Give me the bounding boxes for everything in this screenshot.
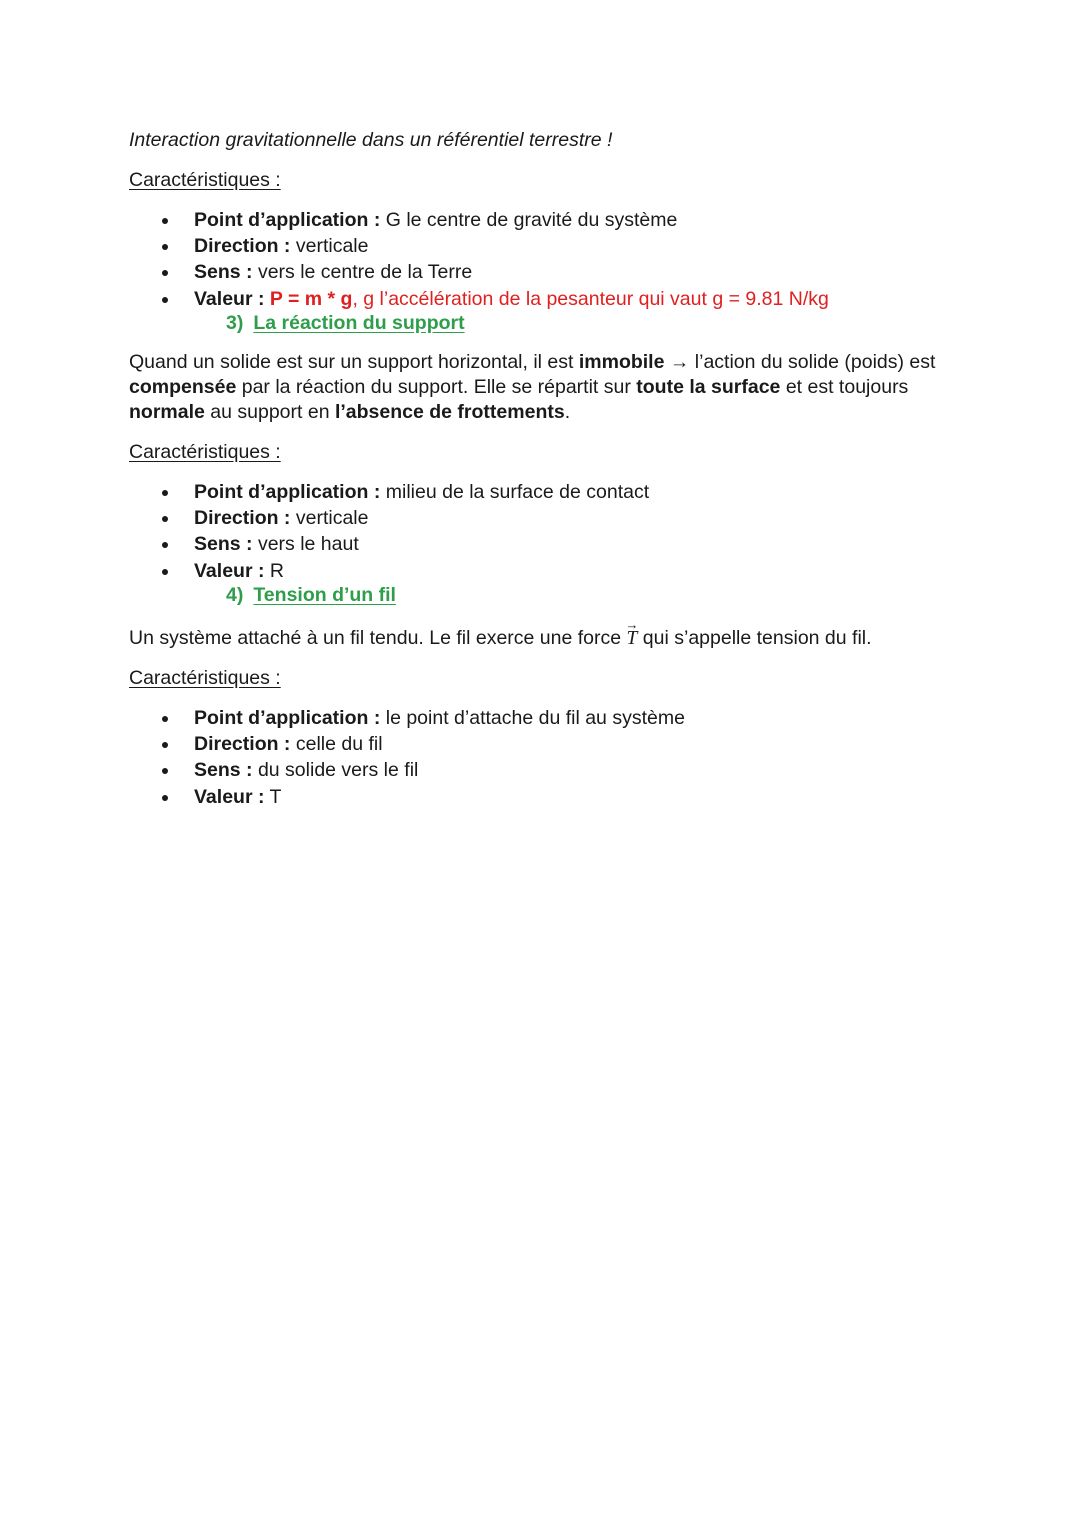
section-heading-3: 3) La réaction du support — [226, 312, 465, 334]
list-item: Point d’application : le point d’attache du fil au système — [159, 705, 685, 731]
caracteristiques-label-tension: Caractéristiques : — [129, 667, 281, 689]
bullet-icon — [162, 542, 168, 548]
bullet-icon — [162, 218, 168, 224]
bullet-icon — [162, 716, 168, 722]
list-item: Point d’application : milieu de la surface de contact — [159, 479, 649, 505]
list-item: Sens : du solide vers le fil — [159, 757, 685, 783]
bullet-icon — [162, 768, 168, 774]
bullet-icon — [162, 569, 168, 575]
caracteristiques-label-poids: Caractéristiques : — [129, 169, 281, 191]
bullet-icon — [162, 516, 168, 522]
tension-list — [159, 705, 685, 810]
list-item: Valeur : P = m * g, g l’accélération de la pesanteur qui vaut g = 9.81 N/kg — [159, 286, 829, 312]
list-item: Sens : vers le centre de la Terre — [159, 259, 829, 285]
list-item: Direction : verticale — [159, 505, 649, 531]
bullet-icon — [162, 244, 168, 250]
list-item: Valeur : R — [159, 558, 649, 584]
poids-list — [159, 207, 829, 312]
section-title: La réaction du support — [253, 312, 465, 334]
bullet-icon — [162, 742, 168, 748]
tension-paragraph: Un système attaché à un fil tendu. Le fil exerce une force → T qui s’appelle tension du fil. — [129, 626, 872, 651]
tension-vector-symbol: → T — [627, 626, 638, 651]
bullet-icon — [162, 270, 168, 276]
list-item: Sens : vers le haut — [159, 531, 649, 557]
list-item: Point d’application : G le centre de gravité du système — [159, 207, 829, 233]
bullet-icon — [162, 297, 168, 303]
list-item: Valeur : T — [159, 784, 685, 810]
section-title: Tension d’un fil — [253, 584, 396, 606]
bullet-icon — [162, 795, 168, 801]
bullet-icon — [162, 490, 168, 496]
reaction-list — [159, 479, 649, 584]
support-paragraph: Quand un solide est sur un support horizontal, il est immobile → l’action du solide (poids) est compensée par la réaction du support. Elle se répartit sur toute la surface et est toujours normale au support en l’absence de frottements. — [129, 351, 936, 423]
weight-formula: P = m * g — [264, 287, 353, 310]
section-heading-4: 4) Tension d’un fil — [226, 584, 396, 606]
intro-text: Interaction gravitationnelle dans un référentiel terrestre ! — [129, 129, 613, 151]
caracteristiques-label-reaction: Caractéristiques : — [129, 441, 281, 463]
list-item: Direction : celle du fil — [159, 731, 685, 757]
list-item: Direction : verticale — [159, 233, 829, 259]
